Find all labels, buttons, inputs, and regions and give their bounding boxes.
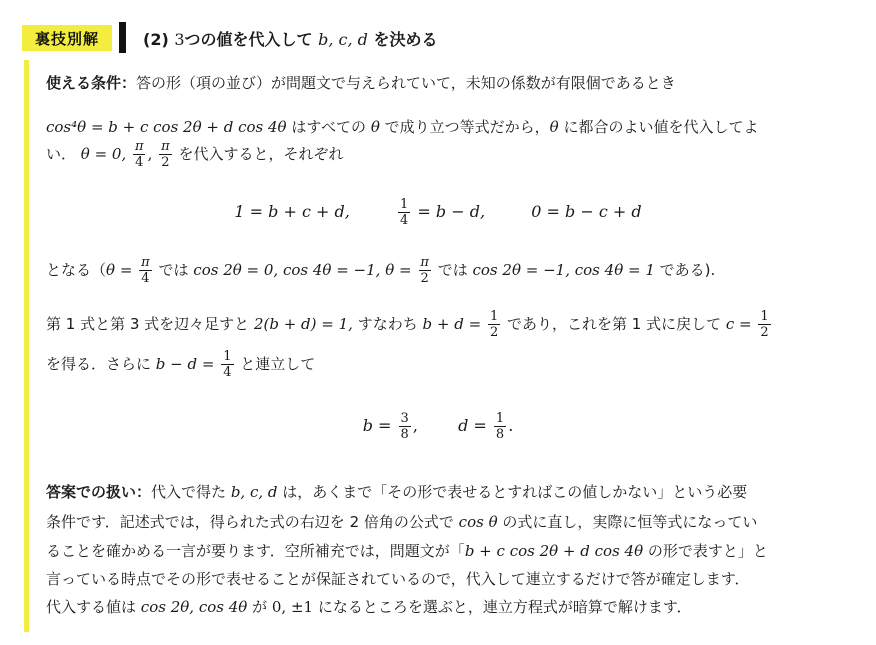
frac-num: 1: [400, 197, 409, 212]
handling-text2: は，あくまで「その形で表せるとすればこの値しかない」という必要: [282, 483, 748, 501]
handling-line1: [46, 483, 747, 501]
frac-den: 8: [495, 427, 505, 442]
theta-eq: θ =: [385, 261, 412, 279]
frac-den: 2: [420, 271, 429, 286]
theta-symbol: θ: [549, 118, 559, 136]
result-d: d =: [458, 416, 487, 435]
fraction-1-2: [758, 310, 770, 339]
note-value2: cos 4θ = −1,: [282, 261, 381, 279]
heading-vars: b, c, d: [318, 30, 368, 49]
fraction-pi-4: [139, 256, 152, 285]
para2-line2: [46, 350, 315, 379]
frac-den: 2: [489, 325, 499, 340]
frac-num: 3: [400, 411, 409, 426]
handling-line4: [46, 570, 750, 588]
heading-text-mid: つの値を代入して: [184, 30, 313, 49]
para2-text3: であり，これを第 1 式に戻して: [507, 315, 722, 333]
result-b: b =: [362, 416, 392, 435]
note-text2: では: [158, 261, 189, 279]
para1-line2: [46, 140, 343, 169]
handling-text9: が: [252, 598, 268, 616]
equation-row: [0, 198, 876, 227]
heading-text-post: を決める: [373, 30, 438, 49]
para1-line1: [46, 118, 759, 136]
frac-den: 4: [223, 365, 232, 380]
para1-text5: を代入すると，それぞれ: [178, 145, 344, 163]
para2-text4: を得る．さらに: [46, 355, 152, 373]
para2-eq3: c =: [725, 315, 752, 333]
frac-den: 2: [161, 155, 170, 170]
theta-symbol: θ: [370, 118, 380, 136]
period: .: [508, 416, 514, 435]
handling-text6: の形で表すと」と: [647, 542, 768, 560]
heading-number: (2): [143, 30, 169, 49]
para1-text4: い．: [46, 145, 77, 163]
handling-line5: [46, 598, 692, 616]
handling-text8: 代入する値は: [46, 598, 137, 616]
frac-den: 2: [760, 325, 769, 340]
heading-count: 3: [174, 30, 185, 49]
handling-text3: 条件です．記述式では，得られた式の右辺を 2 倍角の公式で: [46, 513, 454, 531]
theta-eq: θ =: [106, 261, 133, 279]
equation-1: 1 = b + c + d,: [234, 202, 350, 221]
frac-num: π: [161, 139, 170, 154]
para1-text2: で成り立つ等式だから，: [384, 118, 550, 136]
note-text3: では: [437, 261, 468, 279]
handling-line3: [46, 542, 768, 560]
frac-den: 4: [135, 155, 144, 170]
note-value4: cos 4θ = 1: [574, 261, 655, 279]
fraction-3-8: [399, 412, 411, 441]
note-line: [46, 256, 715, 285]
para2-text2: すなわち: [357, 315, 418, 333]
conditions-line: [46, 74, 676, 92]
note-value3: cos 2θ = −1,: [472, 261, 570, 279]
fraction-1-2: [488, 310, 500, 339]
frac-den: 8: [400, 427, 409, 442]
note-value1: cos 2θ = 0,: [193, 261, 279, 279]
comma: ,: [412, 416, 418, 435]
handling-vars: b, c, d: [230, 483, 278, 501]
para2-line1: [46, 310, 773, 339]
frac-num: π: [420, 255, 429, 270]
handling-text7: 言っている時点でその形で表せることが保証されているので，代入して連立するだけで答が確定します．: [46, 570, 750, 588]
frac-num: 1: [223, 349, 232, 364]
para2-text1: 第 1 式と第 3 式を辺々足すと: [46, 315, 250, 333]
handling-formula5: 0, ±1: [271, 598, 314, 616]
handling-line2: [46, 513, 757, 531]
frac-num: 1: [760, 309, 769, 324]
frac-num: 1: [489, 309, 499, 324]
note-text1: となる（: [46, 261, 107, 279]
section-badge: 裏技別解: [22, 25, 112, 51]
handling-formula3: cos 2θ,: [140, 598, 195, 616]
frac-num: 1: [495, 411, 505, 426]
para2-eq1: 2(b + d) = 1,: [253, 315, 353, 333]
identity-formula: cos⁴θ = b + c cos 2θ + d cos 4θ: [46, 118, 287, 136]
para2-text5: と連立して: [240, 355, 316, 373]
frac-den: 4: [400, 213, 409, 228]
handling-text10: になるところを選ぶと，連立方程式が暗算で解けます．: [317, 598, 692, 616]
fraction-pi-2: [418, 256, 431, 285]
theta-zero: θ = 0,: [80, 145, 127, 163]
equation-3: 0 = b − c + d: [531, 202, 642, 221]
handling-text4: の式に直し，実際に恒等式になってい: [502, 513, 758, 531]
fraction-pi-4: [133, 140, 146, 169]
handling-text5: ることを確かめる一言が要ります．空所補充では，問題文が「: [46, 542, 465, 560]
para1-text1: はすべての: [291, 118, 367, 136]
frac-den: 4: [141, 271, 150, 286]
handling-formula1: cos θ: [458, 513, 498, 531]
handling-formula2: b + c cos 2θ + d cos 4θ: [464, 542, 644, 560]
handling-text1: 代入で得た: [151, 483, 227, 501]
result-row: [0, 412, 876, 441]
fraction-1-8: [494, 412, 506, 441]
comma: ,: [147, 145, 153, 163]
note-text4: である).: [659, 261, 716, 279]
equation-2: = b − d,: [417, 202, 486, 221]
conditions-text: 答の形（項の並び）が問題文で与えられていて，未知の係数が有限個であるとき: [136, 74, 676, 92]
fraction-1-4: [398, 198, 410, 227]
para2-eq4: b − d =: [155, 355, 215, 373]
handling-label: 答案での扱い：: [46, 483, 152, 501]
section-heading: [143, 27, 438, 50]
frac-num: π: [135, 139, 144, 154]
fraction-pi-2: [159, 140, 172, 169]
conditions-label: 使える条件：: [46, 74, 137, 92]
fraction-1-4: [221, 350, 233, 379]
frac-num: π: [141, 255, 150, 270]
para2-eq2: b + d =: [422, 315, 482, 333]
handling-formula4: cos 4θ: [198, 598, 248, 616]
heading-divider: [119, 22, 126, 53]
para1-text3: に都合のよい値を代入してよ: [563, 118, 759, 136]
